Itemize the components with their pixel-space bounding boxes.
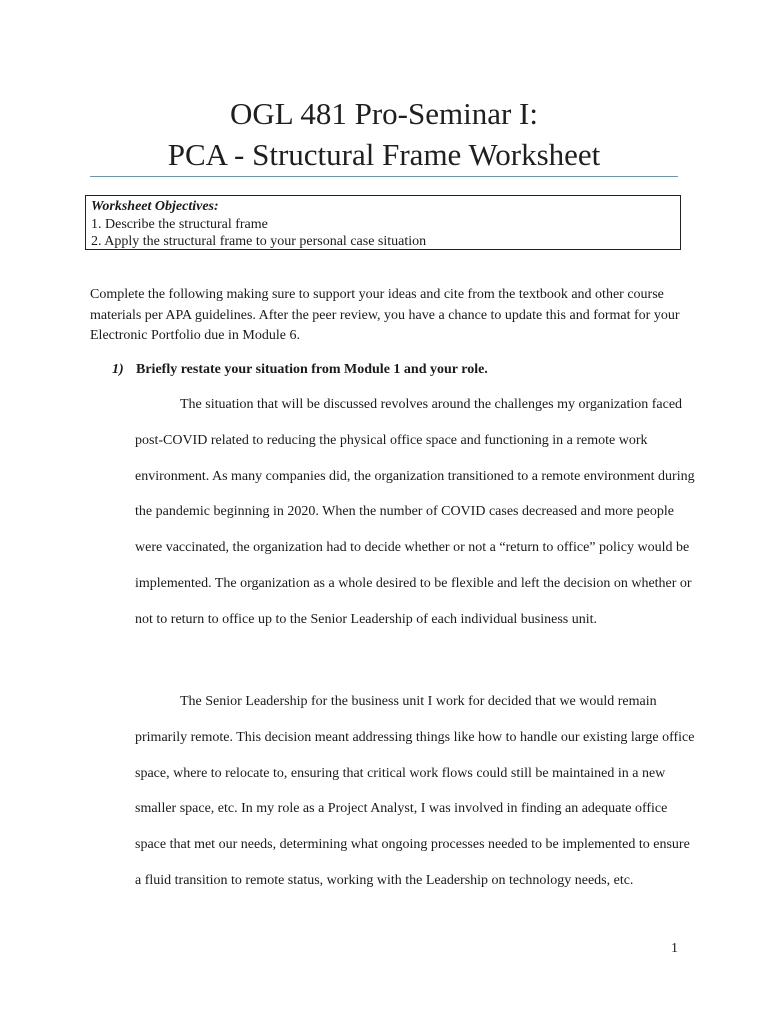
document-title-line-2: PCA - Structural Frame Worksheet bbox=[167, 137, 601, 172]
answer-paragraph-2-text: The Senior Leadership for the business unit I work for decided that we would remain primarily remote. This decision meant addressing things like how to handle our existing large office space, where to relocate to, ensuring that critical work flows could still be maintained in a new smaller space, etc. In my role as a Project Analyst, I was involved in finding an adequate office space that met our needs, determining what ongoing processes needed to be implemented to ensure a fluid transition to remote status, working with the Leadership on technology needs, etc. bbox=[135, 694, 695, 888]
question-1 bbox=[112, 360, 488, 380]
question-number: 1) bbox=[112, 362, 124, 377]
document-title-line-1: OGL 481 Pro-Seminar I: bbox=[230, 96, 538, 131]
objectives-heading: Worksheet Objectives: bbox=[91, 199, 219, 214]
page-number: 1 bbox=[671, 941, 678, 956]
answer-paragraph-1 bbox=[135, 387, 695, 638]
answer-paragraph-2 bbox=[135, 684, 695, 899]
intro-paragraph: Complete the following making sure to support your ideas and cite from the textbook and other course materials per APA guidelines. After the peer review, you have a chance to update this and format for your Electronic Portfolio due in Module 6. bbox=[90, 287, 680, 343]
title-divider bbox=[90, 176, 678, 177]
question-text: Briefly restate your situation from Module 1 and your role. bbox=[136, 362, 488, 377]
answer-paragraph-1-text: The situation that will be discussed revolves around the challenges my organization faced post-COVID related to reducing the physical office space and functioning in a remote work environment. As many companies did, the organization transitioned to a remote environment during the pandemic beginning in 2020. When the number of COVID cases decreased and more people were vaccinated, the organization had to decide whether or not a “return to office” policy would be implemented. The organization as a whole desired to be flexible and left the decision on whether or not to return to office up to the Senior Leadership of each individual business unit. bbox=[135, 397, 695, 627]
objective-item-2: 2. Apply the structural frame to your personal case situation bbox=[91, 234, 427, 249]
objective-item-1: 1. Describe the structural frame bbox=[91, 216, 268, 232]
worksheet-objectives-box bbox=[85, 195, 681, 250]
